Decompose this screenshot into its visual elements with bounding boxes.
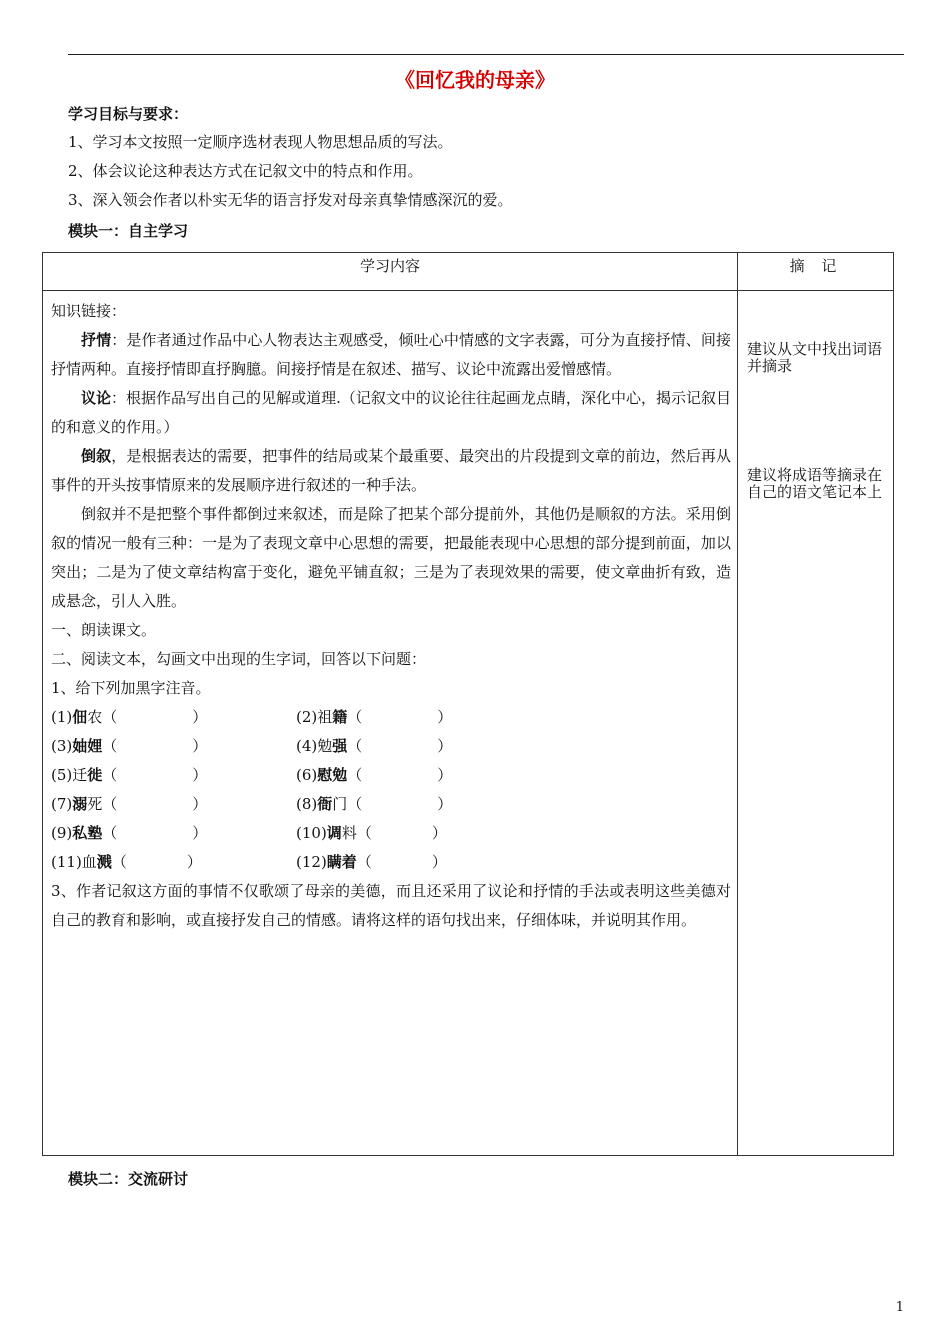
pinyin-item: (2)祖籍（ ）: [296, 708, 453, 726]
pinyin-item: (5)迁徙（ ）: [51, 766, 208, 784]
goal-item: 3、深入领会作者以朴实无华的语言抒发对母亲真挚情感深沉的爱。: [68, 191, 513, 209]
pinyin-item: (9)私塾（ ）: [51, 824, 208, 842]
pinyin-item: (10)调料（ ）: [296, 824, 447, 842]
definition-text: ，是根据表达的需要，把事件的结局或某个最重要、最突出的片段提到文章的前边，然后再从事件的开头按事情原来的发展顺序进行叙述的一种手法。: [51, 447, 731, 494]
goal-item: 2、体会议论这种表达方式在记叙文中的特点和作用。: [68, 162, 423, 180]
pinyin-item: (3)妯娌（ ）: [51, 737, 208, 755]
knowledge-heading: 知识链接：: [51, 302, 127, 320]
term-shuqing: 抒情: [81, 331, 112, 349]
pinyin-row: [51, 790, 731, 819]
goal-item: 1、学习本文按照一定顺序选材表现人物思想品质的写法。: [68, 133, 453, 151]
pinyin-row: [51, 703, 731, 732]
definition-text: ：根据作品写出自己的见解或道理.（记叙文中的议论往往起画龙点睛，深化中心，揭示记叙目的和意义的作用。）: [51, 389, 731, 436]
question-1: 1、给下列加黑字注音。: [51, 679, 211, 697]
question-3: 3、作者记叙这方面的事情不仅歌颂了母亲的美德，而且还采用了议论和抒情的手法或表明这些美德对自己的教育和影响，或直接抒发自己的情感。请将这样的语句找出来，仔细体味，并说明其作用。: [51, 882, 731, 929]
pinyin-item: (4)勉强（ ）: [296, 737, 453, 755]
side-note-idioms: 建议将成语等摘录在自己的语文笔记本上: [747, 466, 883, 501]
side-note-words: 建议从文中找出词语并摘录: [747, 340, 883, 375]
pinyin-item: (12)瞒着（ ）: [296, 853, 447, 871]
page-number: 1: [895, 1300, 904, 1315]
pinyin-row: [51, 761, 731, 790]
definition-shuqing: [51, 326, 731, 384]
module-one-heading: 模块一：自主学习: [68, 222, 189, 240]
term-yilun: 议论: [81, 389, 112, 407]
daoxu-explanation: 倒叙并不是把整个事件都倒过来叙述，而是除了把某个部分提前外，其他仍是顺叙的方法。采用倒叙的情况一般有三种：一是为了表现文章中心思想的需要，把最能表现中心思想的部分提到前面，加以突出；二是为了使文章结构富于变化，避免平铺直叙；三是为了表现效果的需要，使文章曲折有致，造成悬念，引人入胜。: [51, 505, 731, 610]
definition-text: ：是作者通过作品中心人物表达主观感受，倾吐心中情感的文字表露，可分为直接抒情、间接抒情两种。直接抒情即直抒胸臆。间接抒情是在叙述、描写、议论中流露出爱憎感情。: [51, 331, 731, 378]
pinyin-row: [51, 819, 731, 848]
pinyin-item: (6)慰勉（ ）: [296, 766, 453, 784]
pinyin-item: (8)衙门（ ）: [296, 795, 453, 813]
definition-daoxu: [51, 442, 731, 500]
definition-yilun: [51, 384, 731, 442]
pinyin-item: (1)佃农（ ）: [51, 708, 208, 726]
study-content: [51, 297, 731, 935]
pinyin-row: [51, 732, 731, 761]
study-table: [42, 252, 894, 1156]
column-header-notes: 摘 记: [789, 257, 843, 275]
term-daoxu: 倒叙: [81, 447, 112, 465]
module-two-heading: 模块二：交流研讨: [68, 1170, 189, 1188]
page-title: 《回忆我的母亲》: [395, 68, 555, 92]
task-read-aloud: 一、朗读课文。: [51, 621, 157, 639]
header-divider: [43, 290, 893, 291]
task-read-text: 二、阅读文本，勾画文中出现的生字词，回答以下问题：: [51, 650, 427, 668]
goals-heading: 学习目标与要求：: [68, 105, 189, 123]
pinyin-item: (7)溺死（ ）: [51, 795, 208, 813]
header-rule: [68, 54, 904, 55]
pinyin-row: [51, 848, 731, 877]
pinyin-item: (11)血溅（ ）: [51, 853, 202, 871]
column-divider: [737, 253, 738, 1155]
column-header-content: 学习内容: [359, 257, 420, 275]
